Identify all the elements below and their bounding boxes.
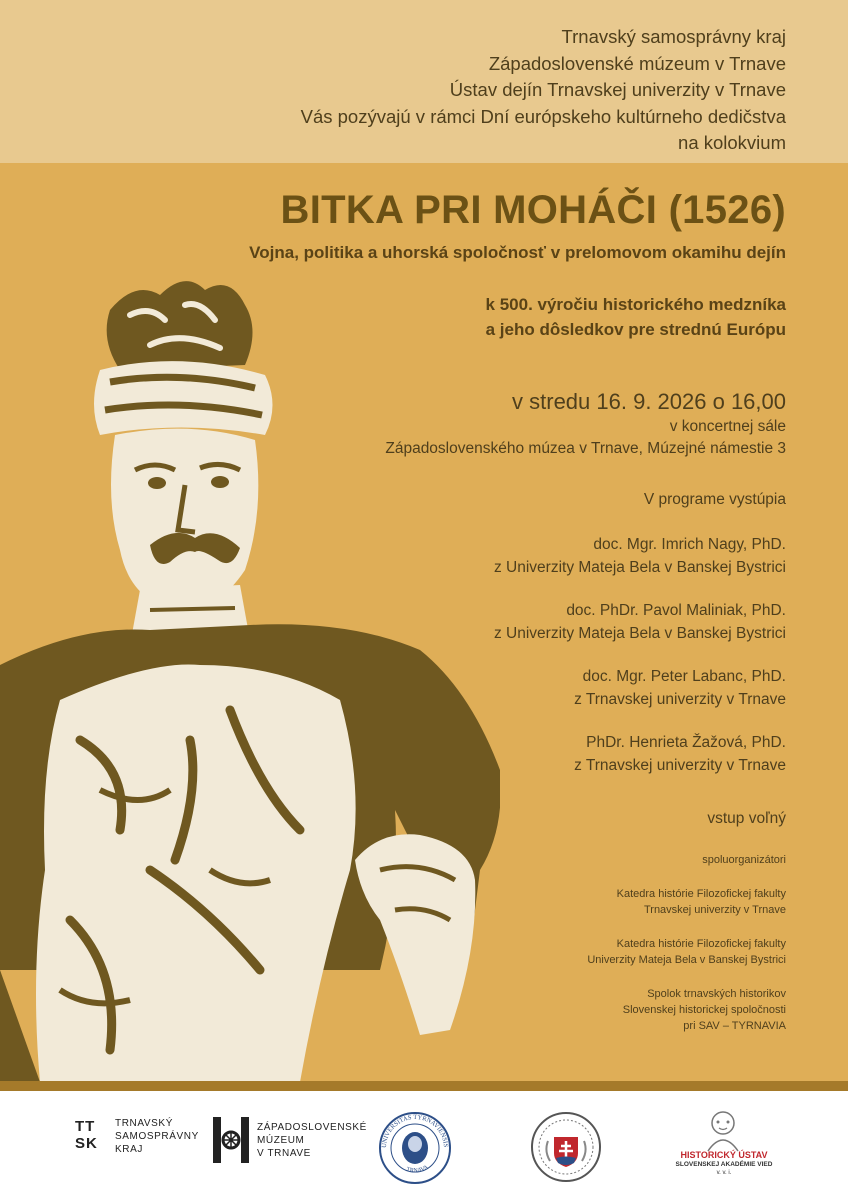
inviter-line: Trnavský samosprávny kraj: [561, 26, 786, 47]
inviter-line: na kolokvium: [678, 132, 786, 153]
speaker-item: [494, 665, 786, 711]
coorganizers-heading: spoluorganizátori: [702, 854, 786, 866]
coorganizer-line: Slovenskej historickej spoločnosti: [622, 1004, 786, 1016]
faculty-seal-icon: [530, 1111, 602, 1183]
coorganizer-line: pri SAV – TYRNAVIA: [683, 1020, 786, 1032]
institute-text-line: SLOVENSKEJ AKADÉMIE VIED: [675, 1161, 773, 1168]
institute-text-line: HISTORICKÝ ÚSTAV: [680, 1150, 768, 1160]
venue-line: Západoslovenského múzea v Trnave, Múzejné námestie 3: [385, 440, 786, 457]
museum-text-line: MÚZEUM: [257, 1134, 305, 1146]
speaker-name: doc. Mgr. Peter Labanc, PhD.: [582, 668, 786, 685]
speaker-affiliation: z Trnavskej univerzity v Trnave: [574, 757, 786, 774]
event-subtitle: Vojna, politika a uhorská spoločnosť v prelomovom okamihu dejín: [249, 243, 786, 262]
coorganizer-line: Trnavskej univerzity v Trnave: [643, 904, 786, 916]
coorganizer-item: [587, 936, 786, 968]
institute-logo-text: [664, 1151, 784, 1178]
event-title: BITKA PRI MOHÁČI (1526): [280, 188, 786, 232]
museum-logo: [213, 1117, 367, 1163]
seal-city: TRNAVA: [405, 1164, 430, 1175]
coorganizer-item: [587, 886, 786, 918]
museum-text-line: V TRNAVE: [257, 1147, 311, 1159]
anniversary-block: [486, 292, 786, 342]
event-date: v stredu 16. 9. 2026 o 16,00: [512, 389, 786, 414]
ttsk-text-line: TRNAVSKÝ: [115, 1118, 173, 1129]
speakers-list: [494, 533, 786, 797]
inviter-line: Ústav dejín Trnavskej univerzity v Trnave: [449, 79, 786, 100]
ttsk-mark-line: TT: [75, 1117, 96, 1135]
ttsk-text-line: KRAJ: [115, 1144, 143, 1155]
ttsk-mark: [75, 1118, 107, 1156]
program-heading: V programe vystúpia: [643, 491, 786, 508]
coorganizer-line: Spolok trnavských historikov: [647, 988, 786, 1000]
venue-line: v koncertnej sále: [669, 418, 786, 435]
coorganizer-line: Katedra histórie Filozofickej fakulty: [616, 888, 786, 900]
anniversary-line: k 500. výročiu historického medzníka: [485, 295, 786, 314]
ttsk-text-line: SAMOSPRÁVNY: [115, 1131, 199, 1142]
inviters-block: [301, 24, 786, 157]
speaker-item: [494, 533, 786, 579]
footer-logos: [0, 1091, 848, 1199]
speaker-item: [494, 731, 786, 777]
museum-emblem-icon: [213, 1117, 249, 1163]
coorganizer-line: Univerzity Mateja Bela v Banskej Bystrici: [587, 954, 786, 966]
coorganizer-line: Katedra histórie Filozofickej fakulty: [616, 938, 786, 950]
speaker-name: doc. Mgr. Imrich Nagy, PhD.: [593, 536, 786, 553]
coorganizer-item: [587, 986, 786, 1034]
ttsk-logo-text: [115, 1117, 199, 1156]
venue-block: [385, 416, 786, 460]
museum-text-line: ZÁPADOSLOVENSKÉ: [257, 1121, 367, 1133]
speaker-name: PhDr. Henrieta Žažová, PhD.: [586, 734, 786, 751]
speaker-affiliation: z Trnavskej univerzity v Trnave: [574, 691, 786, 708]
ttsk-logo: [75, 1117, 199, 1156]
speaker-name: doc. PhDr. Pavol Maliniak, PhD.: [566, 602, 786, 619]
anniversary-line: a jeho dôsledkov pre strednú Európu: [485, 320, 786, 339]
ttsk-mark-line: SK: [75, 1134, 98, 1152]
inviter-line: Západoslovenské múzeum v Trnave: [488, 52, 786, 74]
admission-note: vstup voľný: [707, 810, 786, 827]
coorganizers-block: [587, 852, 786, 1034]
speaker-item: [494, 599, 786, 645]
institute-emblem-icon: [698, 1109, 748, 1153]
portrait-illustration: [0, 270, 500, 1082]
speaker-affiliation: z Univerzity Mateja Bela v Banskej Bystrici: [493, 625, 786, 642]
footer-divider: [0, 1081, 848, 1091]
institute-text-line: v. v. i.: [716, 1170, 732, 1176]
university-seal-icon: [378, 1111, 452, 1185]
inviter-line: Vás pozývajú v rámci Dní európskeho kultúrneho dedičstva: [300, 105, 786, 127]
museum-logo-text: [257, 1121, 367, 1160]
speaker-affiliation: z Univerzity Mateja Bela v Banskej Bystrici: [493, 559, 786, 576]
seal-text: UNIVERSITAS TYRNAVIENSIS: [380, 1113, 450, 1149]
